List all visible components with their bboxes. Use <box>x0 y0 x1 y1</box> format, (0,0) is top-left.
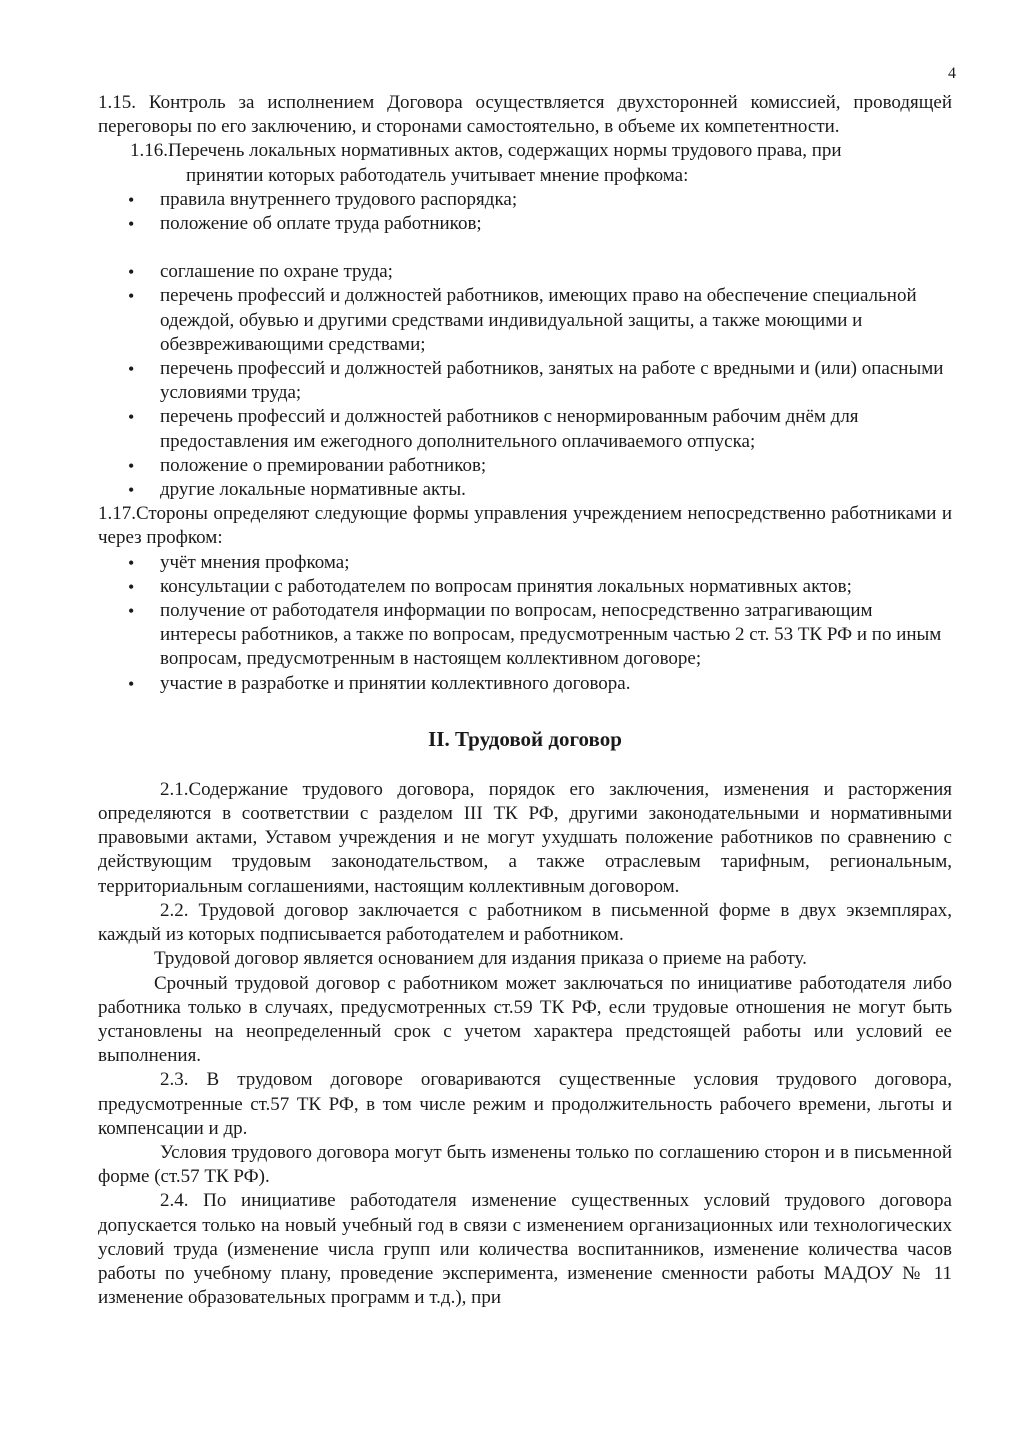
list-item: • правила внутреннего трудового распорядка; <box>98 188 952 212</box>
list-item: • получение от работодателя информации по вопросам, непосредственно затрагивающим интересы работников, а также по вопросам, предусмотренным частью 2 ст. 53 ТК РФ и по иным вопросам, предусмотренным в настоящем коллективном договоре; <box>98 599 952 672</box>
paragraph-1-15: 1.15. Контроль за исполнением Договора осуществляется двухсторонней комиссией, проводящей переговоры по его заключению, и сторонами самостоятельно, в объеме их компетентности. <box>98 92 952 138</box>
paragraph-1-17: 1.17.Стороны определяют следующие формы управления учреждением непосредственно работниками и через профком: <box>98 503 952 549</box>
section-heading: II. Трудовой договор <box>428 726 622 751</box>
list-1-16-part-a <box>98 188 952 236</box>
list-item: • перечень профессий и должностей работников, занятых на работе с вредными и (или) опасными условиями труда; <box>98 357 952 405</box>
paragraph-2-4: 2.4. По инициативе работодателя изменение существенных условий трудового договора допускается только на новый учебный год в связи с изменением организационных или технологических условий труда (изменение числа групп или количества воспитанников, изменение количества часов работы по учебному плану, проведение эксперимента, изменение сменности работы МАДОУ № 11 изменение образовательных программ и т.д.), при <box>98 1190 952 1309</box>
list-item: • участие в разработке и принятии коллективного договора. <box>98 672 952 696</box>
list-item: • соглашение по охране труда; <box>98 260 952 284</box>
paragraph-2-2-b: Трудовой договор является основанием для издания приказа о приеме на работу. <box>154 948 807 970</box>
paragraph-2-3: 2.3. В трудовом договоре оговариваются существенные условия трудового договора, предусмотренные ст.57 ТК РФ, в том числе режим и продолжительность рабочего времени, льготы и компенсации и др. <box>98 1069 952 1139</box>
paragraph-1-16 <box>98 139 952 187</box>
list-item: • перечень профессий и должностей работников с ненормированным рабочим днём для предоставления им ежегодного дополнительного оплачиваемого отпуска; <box>98 405 952 453</box>
paragraph-2-2-c: Срочный трудовой договор с работником может заключаться по инициативе работодателя либо работника только в случаях, предусмотренных ст.59 ТК РФ, если трудовые отношения не могут быть установлены на неопределенный срок с учетом характера предстоящей работы или условий ее выполнения. <box>98 972 952 1067</box>
page-content <box>98 91 952 1310</box>
page-number: 4 <box>948 65 956 82</box>
paragraph-2-1: 2.1.Содержание трудового договора, порядок его заключения, изменения и расторжения определяются в соответствии с разделом III ТК РФ, другими законодательными и нормативными правовыми актами, Уставом учреждения и не могут ухудшать положение работников по сравнению с действующим трудовым законодательством, а также отраслевым тарифным, региональным, территориальным соглашениями, настоящим коллективным договором. <box>98 778 952 897</box>
list-item: • консультации с работодателем по вопросам принятия локальных нормативных актов; <box>98 575 952 599</box>
blank-line <box>98 236 952 260</box>
list-item: • другие локальные нормативные акты. <box>98 478 952 502</box>
paragraph-1-16-continuation: принятии которых работодатель учитывает мнение профкома: <box>186 164 689 186</box>
paragraph-1-16-label: 1.16.Перечень локальных нормативных актов, содержащих нормы трудового права, при <box>130 140 842 162</box>
list-item: • положение об оплате труда работников; <box>98 212 952 236</box>
list-item: • учёт мнения профкома; <box>98 551 952 575</box>
list-item: • перечень профессий и должностей работников, имеющих право на обеспечение специальной одеждой, обувью и другими средствами индивидуальной защиты, а также моющими и обезвреживающими средствами; <box>98 284 952 357</box>
list-1-17 <box>98 551 952 696</box>
paragraph-2-3-b: Условия трудового договора могут быть изменены только по соглашению сторон и в письменной форме (ст.57 ТК РФ). <box>98 1141 952 1188</box>
list-1-16-part-b <box>98 260 952 502</box>
list-item: • положение о премировании работников; <box>98 454 952 478</box>
paragraph-2-2: 2.2. Трудовой договор заключается с работником в письменной форме в двух экземплярах, каждый из которых подписывается работодателем и работником. <box>98 899 952 946</box>
